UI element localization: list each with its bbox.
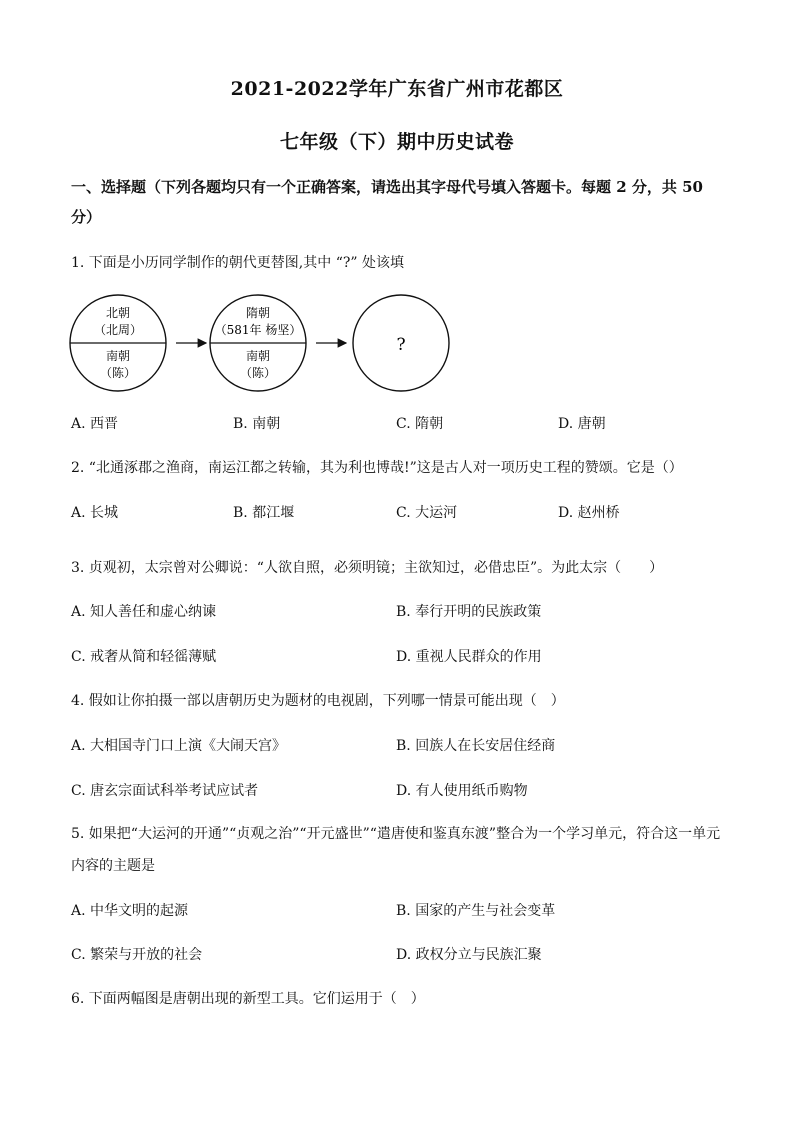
question-1-stem: 1. 下面是小历同学制作的朝代更替图,其中 “?” 处该填 [71,255,404,271]
q1-option-c: C. 隋朝 [396,416,444,432]
q3-option-a: A. 知人善任和虚心纳谏 [71,604,217,620]
q2-option-d: D. 赵州桥 [558,505,620,521]
q5-option-b: B. 国家的产生与社会变革 [396,903,556,919]
circle3-question-mark: ? [396,335,406,355]
q3-option-c: C. 戒奢从简和轻徭薄赋 [71,649,217,665]
q4-option-a: A. 大相国寺门口上演《大闹天宫》 [71,738,287,754]
q1-option-b: B. 南朝 [233,416,281,432]
circle-beichao [70,295,166,391]
circle2-bottom-sub: （陈） [239,366,277,380]
q3-option-d: D. 重视人民群众的作用 [396,649,542,665]
circle1-bottom-sub: （陈） [99,366,137,380]
circle-unknown [353,295,449,391]
circle2-top-sub: （581年 杨坚） [214,323,302,337]
q4-option-c: C. 唐玄宗面试科举考试应试者 [71,783,259,799]
q2-option-a: A. 长城 [71,505,119,521]
q1-option-a: A. 西晋 [71,416,119,432]
circle2-bottom-name: 南朝 [245,349,271,363]
title-line-2: 七年级（下）期中历史试卷 [279,131,514,153]
q5-option-a: A. 中华文明的起源 [71,903,189,919]
q4-option-b: B. 回族人在长安居住经商 [396,738,556,754]
section-heading: 一、选择题（下列各题均只有一个正确答案，请选出其字母代号填入答题卡。每题 2 分，共 50 分） [71,178,703,226]
question-3-stem: 3. 贞观初，太宗曾对公卿说：“人欲自照，必须明镜；主欲知过，必借忠臣”。为此太宗（ ） [71,560,664,576]
circle1-bottom-name: 南朝 [105,349,131,363]
circle2-top-name: 隋朝 [245,306,271,320]
circle1-top-sub: （北周） [93,323,143,337]
q3-option-b: B. 奉行开明的民族政策 [396,604,542,620]
question-5-stem: 5. 如果把“大运河的开通”“贞观之治”“开元盛世”“遣唐使和鉴真东渡”整合为一个学习单元，符合这一单元内容的主题是 [71,826,721,874]
title-line-1: 2021-2022学年广东省广州市花都区 [230,78,564,100]
circle-suichao [210,295,306,391]
q2-option-b: B. 都江堰 [233,505,295,521]
question-6-stem: 6. 下面两幅图是唐朝出现的新型工具。它们运用于（ ） [71,991,425,1007]
q4-option-d: D. 有人使用纸币购物 [396,783,528,799]
q1-option-d: D. 唐朝 [558,416,606,432]
q5-option-d: D. 政权分立与民族汇聚 [396,947,542,963]
q2-option-c: C. 大运河 [396,505,458,521]
question-2-stem: 2. “北通涿郡之渔商，南运江都之转输，其为利也博哉!”这是古人对一项历史工程的赞颂。它是（） [71,460,683,476]
dynasty-diagram [68,292,468,402]
circle1-top-name: 北朝 [105,306,131,320]
q5-option-c: C. 繁荣与开放的社会 [71,947,203,963]
question-4-stem: 4. 假如让你拍摄一部以唐朝历史为题材的电视剧，下列哪一情景可能出现（ ） [71,693,565,709]
